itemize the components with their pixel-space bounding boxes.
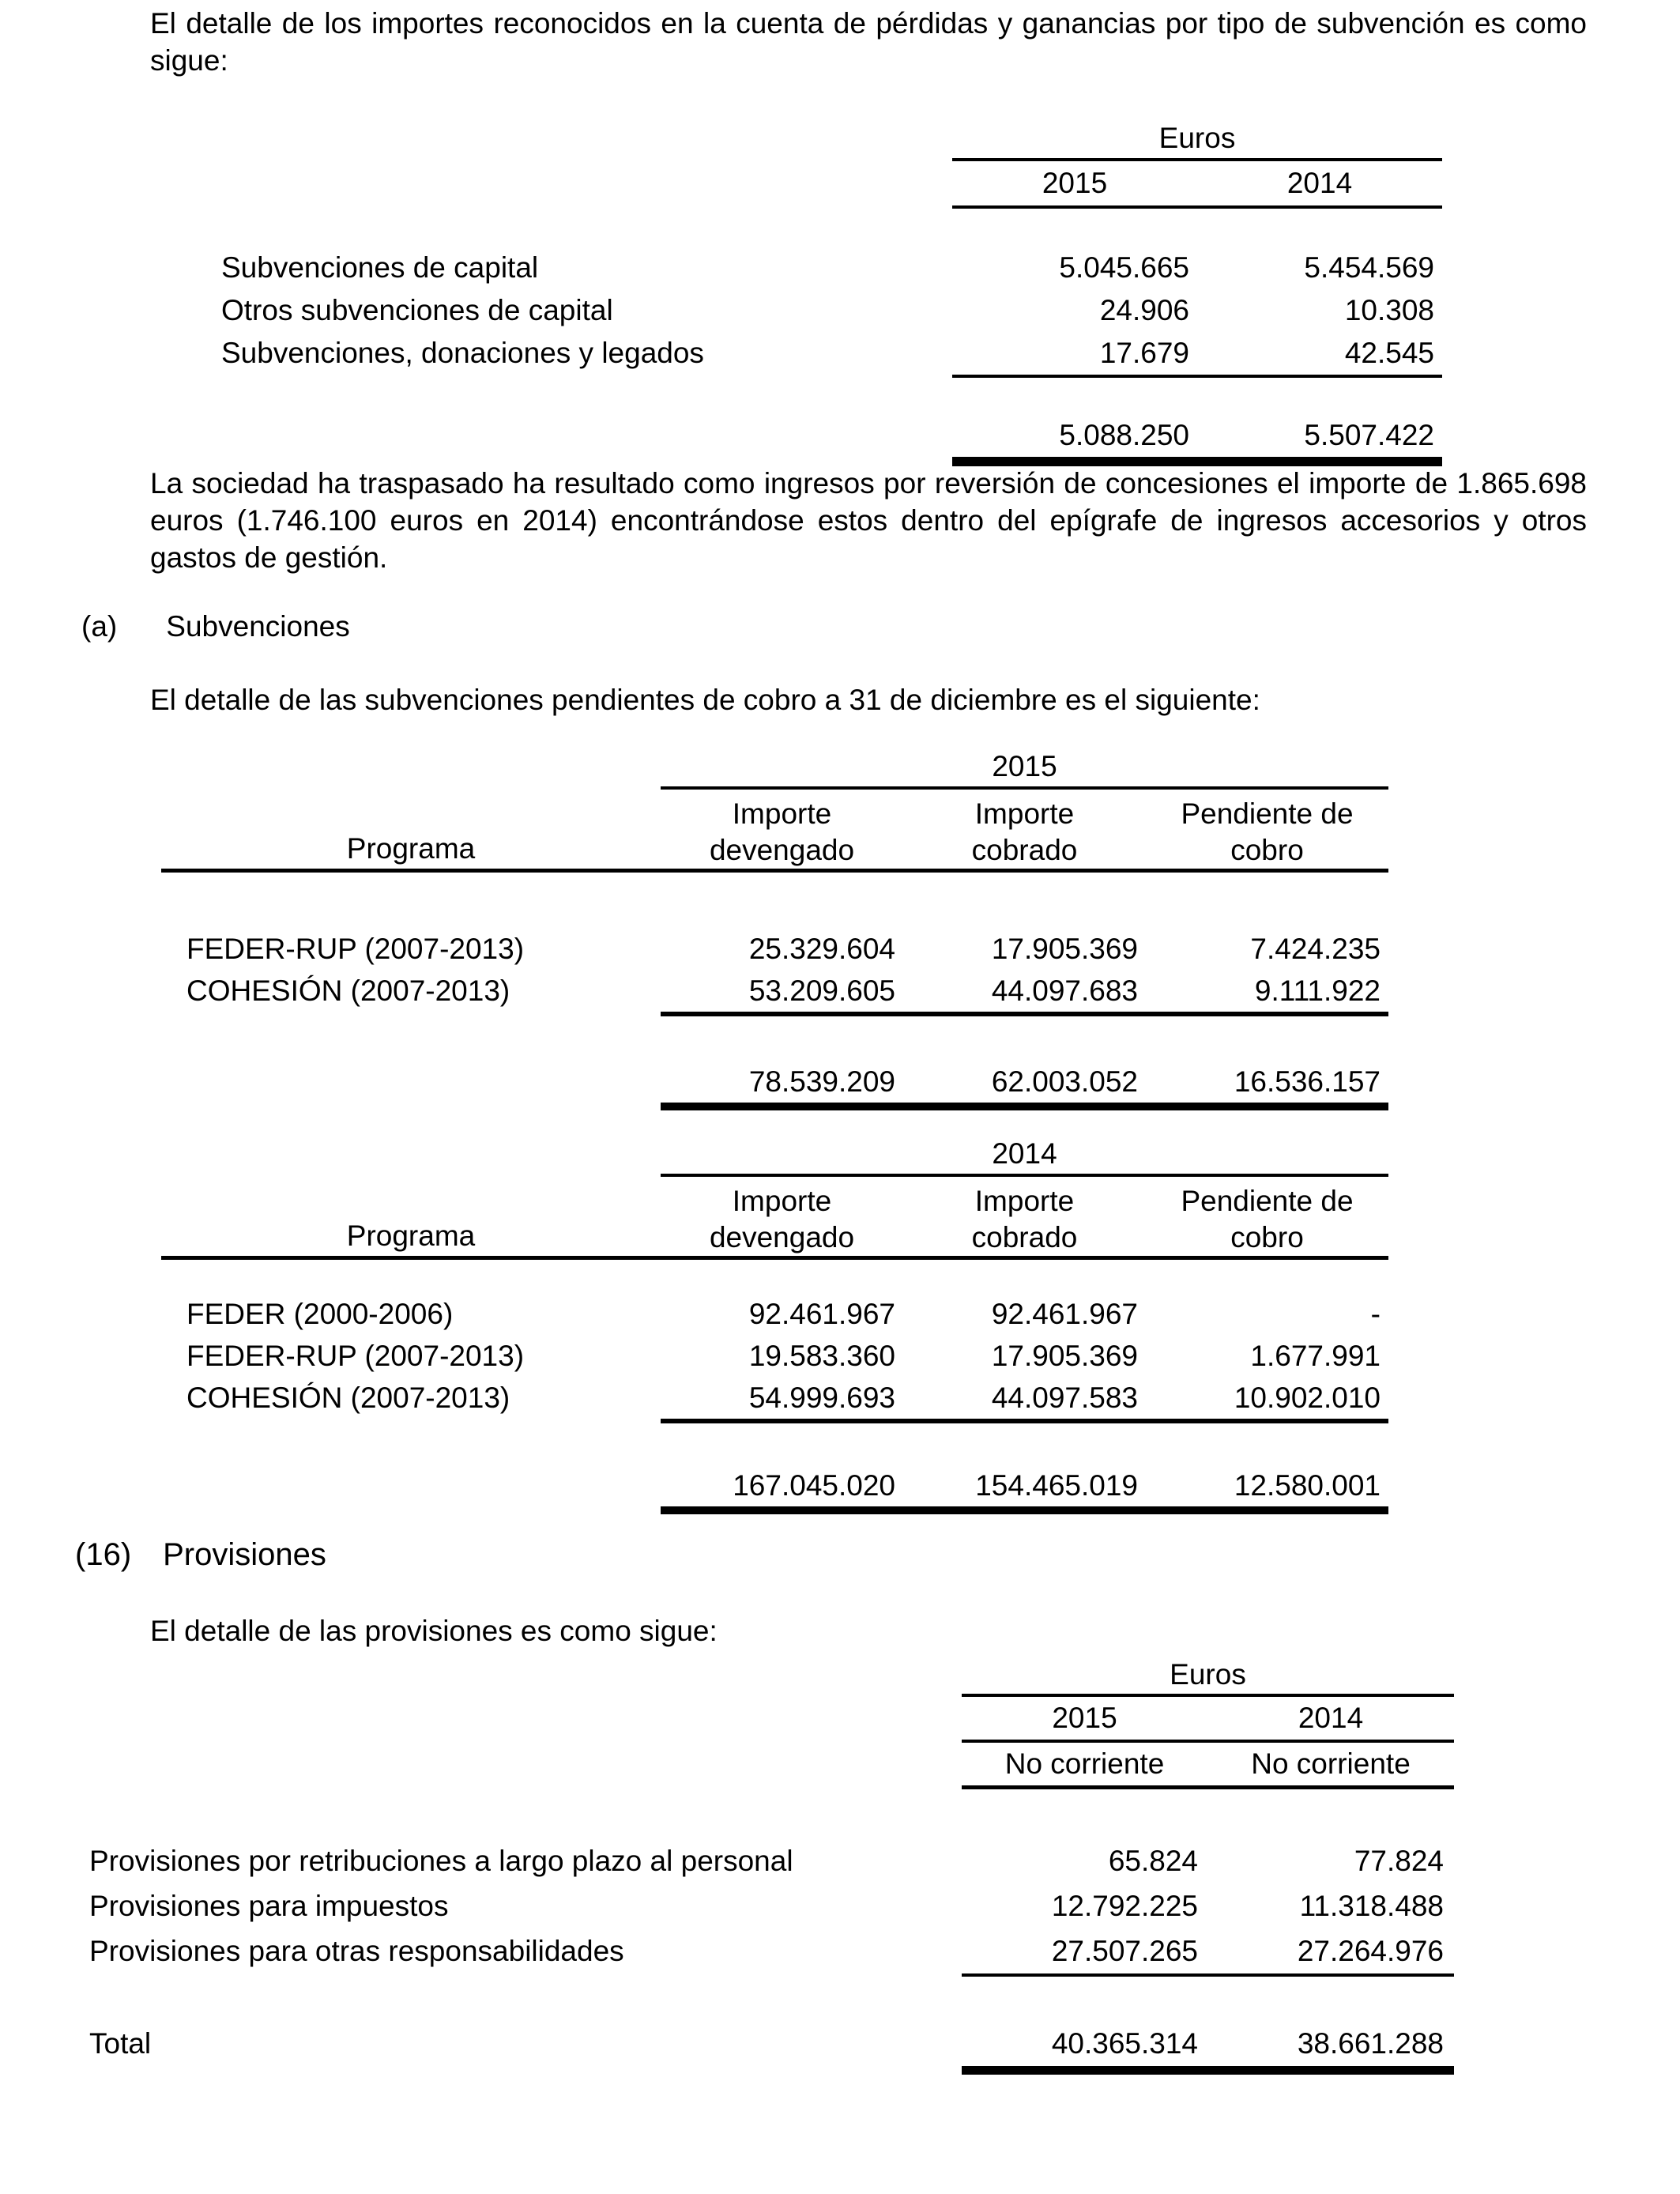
table-row bbox=[221, 332, 1442, 375]
total-2015: 5.088.250 bbox=[1059, 419, 1189, 451]
header-line: Pendiente de bbox=[1181, 1185, 1354, 1217]
value-pending: 10.902.010 bbox=[1234, 1381, 1381, 1414]
table-grants-receivable-2014 bbox=[161, 1134, 1388, 1514]
year-header: 2014 bbox=[992, 1137, 1057, 1170]
value-2014: 5.454.569 bbox=[1304, 251, 1434, 284]
header-line: Importe bbox=[974, 1185, 1075, 1217]
value-2014: 27.264.976 bbox=[1297, 1934, 1444, 1967]
value-accrued: 19.583.360 bbox=[748, 1339, 895, 1372]
table-row bbox=[89, 1928, 1454, 1973]
table-row bbox=[161, 1377, 1388, 1419]
column-header-pendiente-cobro bbox=[1146, 1183, 1388, 1256]
value-accrued: 25.329.604 bbox=[748, 932, 895, 965]
value-accrued: 92.461.967 bbox=[748, 1297, 895, 1330]
column-header-2015: 2015 bbox=[1042, 167, 1108, 199]
header-line: devengado bbox=[709, 834, 855, 866]
column-header-2015: 2015 bbox=[1052, 1702, 1117, 1734]
paragraph-provisions-detail: El detalle de las provisiones es como sigue: bbox=[150, 1615, 718, 1647]
row-label: Subvenciones de capital bbox=[221, 251, 539, 284]
program-name: COHESIÓN (2007-2013) bbox=[186, 974, 510, 1007]
table-row bbox=[161, 1293, 1388, 1335]
row-label: Provisiones para otras responsabilidades bbox=[89, 1934, 624, 1967]
column-header-pendiente-cobro bbox=[1146, 796, 1388, 869]
header-line: cobrado bbox=[971, 834, 1078, 866]
rule-total-bottom bbox=[661, 1103, 1388, 1110]
value-collected: 17.905.369 bbox=[991, 932, 1138, 965]
total-collected: 154.465.019 bbox=[975, 1468, 1138, 1502]
value-2014: 11.318.488 bbox=[1299, 1889, 1444, 1922]
total-row bbox=[161, 1061, 1388, 1103]
header-line: Importe bbox=[732, 1185, 832, 1217]
column-header-importe-cobrado bbox=[903, 796, 1146, 869]
year-header: 2015 bbox=[992, 750, 1057, 782]
value-2015: 65.824 bbox=[1108, 1844, 1198, 1877]
row-label: Provisiones para impuestos bbox=[89, 1889, 449, 1922]
column-header-programa: Programa bbox=[346, 1220, 476, 1252]
value-pending: 9.111.922 bbox=[1254, 974, 1381, 1007]
subheader-no-corriente-2015: No corriente bbox=[1004, 1747, 1165, 1780]
value-2015: 24.906 bbox=[1099, 294, 1189, 326]
table-provisions bbox=[89, 1656, 1454, 2075]
total-accrued: 78.539.209 bbox=[748, 1065, 895, 1098]
total-row bbox=[161, 1465, 1388, 1506]
value-pending: - bbox=[1370, 1297, 1381, 1330]
section-heading-a bbox=[81, 610, 350, 643]
table-row bbox=[161, 1335, 1388, 1377]
header-line: Importe bbox=[974, 797, 1075, 830]
value-2015: 27.507.265 bbox=[1051, 1934, 1198, 1967]
total-collected: 62.003.052 bbox=[991, 1065, 1138, 1098]
value-accrued: 53.209.605 bbox=[748, 974, 895, 1007]
table-row bbox=[89, 1838, 1454, 1883]
header-line: Importe bbox=[732, 797, 832, 830]
column-header-2014: 2014 bbox=[1286, 167, 1353, 199]
spacer bbox=[89, 1789, 1454, 1838]
spacer bbox=[89, 1977, 1454, 2021]
table-grants-pl-currency-header: Euros bbox=[1158, 122, 1236, 154]
total-2015: 40.365.314 bbox=[1051, 2026, 1198, 2060]
spacer bbox=[161, 1260, 1388, 1293]
total-pending: 16.536.157 bbox=[1234, 1065, 1381, 1098]
row-label: Subvenciones, donaciones y legados bbox=[221, 337, 704, 369]
header-line: cobro bbox=[1230, 834, 1304, 866]
total-label: Total bbox=[89, 2026, 152, 2060]
rule-total-bottom bbox=[661, 1506, 1388, 1514]
spacer bbox=[161, 873, 1388, 928]
spacer bbox=[161, 1016, 1388, 1061]
section-marker: (a) bbox=[81, 610, 118, 643]
section-marker: (16) bbox=[75, 1537, 132, 1572]
rule-total-bottom bbox=[962, 2066, 1454, 2075]
value-pending: 7.424.235 bbox=[1250, 932, 1381, 965]
table-row bbox=[161, 928, 1388, 970]
table-grants-pl bbox=[221, 119, 1442, 466]
paragraph-concessions: La sociedad ha traspasado ha resultado como ingresos por reversión de concesiones el importe de 1.865.698 euros (1.746.100 euros en 2014) encontrándose estos dentro del epígrafe de ingresos accesorios y otros gastos de gestión. bbox=[150, 467, 1587, 574]
total-row bbox=[221, 414, 1442, 457]
year-header-row bbox=[962, 1697, 1454, 1740]
program-name: FEDER-RUP (2007-2013) bbox=[186, 1339, 525, 1372]
table-provisions-currency-header: Euros bbox=[1170, 1658, 1246, 1691]
header-line: cobrado bbox=[971, 1221, 1078, 1253]
program-name: COHESIÓN (2007-2013) bbox=[186, 1381, 510, 1414]
total-2014: 38.661.288 bbox=[1297, 2026, 1444, 2060]
value-collected: 17.905.369 bbox=[991, 1339, 1138, 1372]
program-name: FEDER (2000-2006) bbox=[186, 1297, 454, 1330]
value-2015: 17.679 bbox=[1099, 337, 1189, 369]
section-title: Provisiones bbox=[163, 1537, 326, 1572]
program-name: FEDER-RUP (2007-2013) bbox=[186, 932, 525, 965]
value-2014: 77.824 bbox=[1354, 1844, 1444, 1877]
column-header-importe-cobrado bbox=[903, 1183, 1146, 1256]
value-2014: 10.308 bbox=[1344, 294, 1434, 326]
total-accrued: 167.045.020 bbox=[733, 1468, 895, 1502]
table-row bbox=[221, 247, 1442, 289]
value-2015: 5.045.665 bbox=[1059, 251, 1189, 284]
header-line: devengado bbox=[709, 1221, 855, 1253]
paragraph-grants-detail: El detalle de las subvenciones pendientes de cobro a 31 de diciembre es el siguiente: bbox=[150, 684, 1260, 716]
row-label: Otros subvenciones de capital bbox=[221, 294, 613, 326]
column-header-importe-devengado bbox=[661, 1183, 903, 1256]
column-header-2014: 2014 bbox=[1298, 1702, 1364, 1734]
column-header-importe-devengado bbox=[661, 796, 903, 869]
table-grants-pl-year-headers bbox=[952, 161, 1442, 205]
column-header-row bbox=[161, 1177, 1388, 1260]
value-2014: 42.545 bbox=[1344, 337, 1434, 369]
column-header-programa: Programa bbox=[346, 832, 476, 865]
value-accrued: 54.999.693 bbox=[748, 1381, 895, 1414]
value-pending: 1.677.991 bbox=[1250, 1339, 1381, 1372]
section-heading-16 bbox=[75, 1537, 326, 1573]
spacer bbox=[221, 378, 1442, 414]
value-collected: 44.097.583 bbox=[991, 1381, 1138, 1414]
section-title: Subvenciones bbox=[166, 610, 350, 643]
header-line: Pendiente de bbox=[1181, 797, 1354, 830]
paragraph-grants-intro: El detalle de los importes reconocidos en la cuenta de pérdidas y ganancias por tipo de subvención es como sigue: bbox=[150, 7, 1587, 77]
subheader-no-corriente-2014: No corriente bbox=[1251, 1747, 1411, 1780]
header-line: cobro bbox=[1230, 1221, 1304, 1253]
total-pending: 12.580.001 bbox=[1234, 1468, 1381, 1502]
spacer bbox=[161, 1423, 1388, 1465]
total-row bbox=[89, 2021, 1454, 2066]
value-collected: 92.461.967 bbox=[991, 1297, 1138, 1330]
column-header-row bbox=[161, 790, 1388, 873]
table-row bbox=[161, 970, 1388, 1012]
value-collected: 44.097.683 bbox=[991, 974, 1138, 1007]
row-label: Provisiones por retribuciones a largo plazo al personal bbox=[89, 1844, 793, 1877]
subheader-row bbox=[962, 1743, 1454, 1785]
table-grants-receivable-2015 bbox=[161, 747, 1388, 1110]
value-2015: 12.792.225 bbox=[1051, 1889, 1198, 1922]
total-2014: 5.507.422 bbox=[1304, 419, 1434, 451]
spacer bbox=[221, 209, 1442, 247]
table-row bbox=[221, 289, 1442, 332]
table-row bbox=[89, 1883, 1454, 1928]
